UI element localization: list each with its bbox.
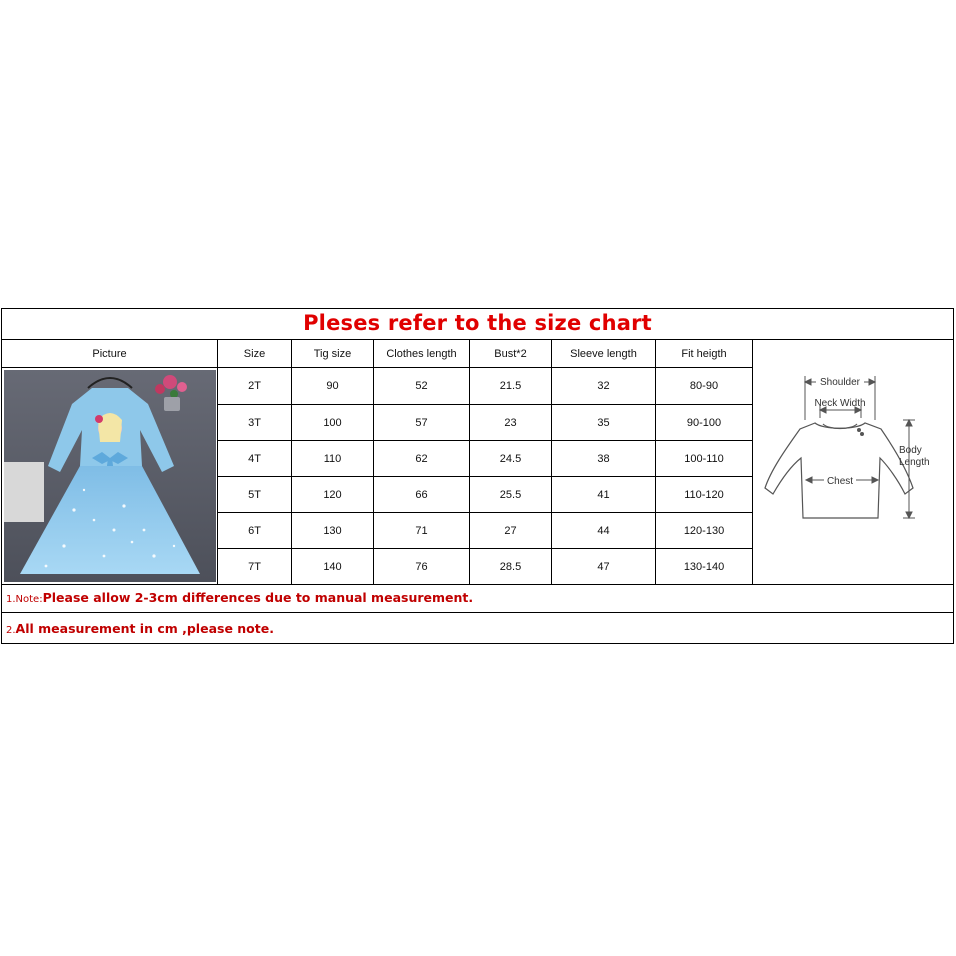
note-1 <box>6 590 473 605</box>
cell-bust: 27 <box>470 513 552 549</box>
cell-bust: 25.5 <box>470 477 552 513</box>
column-header-size: Size <box>218 340 292 368</box>
cell-tig-size: 140 <box>292 549 374 585</box>
note-1-text: Please allow 2-3cm differences due to manual measurement. <box>42 590 474 605</box>
cell-bust: 21.5 <box>470 368 552 405</box>
cell-fit-height: 130-140 <box>656 549 753 585</box>
cell-tig-size: 100 <box>292 405 374 441</box>
diagram-label-shoulder: Shoulder <box>819 377 861 388</box>
cell-bust: 24.5 <box>470 441 552 477</box>
dress-product-image <box>4 370 216 582</box>
cell-sleeve-length: 32 <box>552 368 656 405</box>
product-picture-cell <box>2 368 218 585</box>
cell-clothes-length: 76 <box>374 549 470 585</box>
column-header-picture: Picture <box>2 340 218 368</box>
cell-clothes-length: 62 <box>374 441 470 477</box>
cell-fit-height: 100-110 <box>656 441 753 477</box>
measurement-diagram <box>753 340 954 585</box>
table-header-row <box>2 340 954 368</box>
cell-clothes-length: 57 <box>374 405 470 441</box>
note-2-number: 2. <box>6 625 16 636</box>
diagram-label-chest: Chest <box>826 476 854 487</box>
cell-sleeve-length: 44 <box>552 513 656 549</box>
note-1-number: 1.Note: <box>6 594 43 605</box>
note-row-2 <box>1 613 954 644</box>
column-header-tig-size: Tig size <box>292 340 374 368</box>
diagram-label-neck-width: Neck Width <box>814 398 866 409</box>
cell-sleeve-length: 38 <box>552 441 656 477</box>
cell-fit-height: 80-90 <box>656 368 753 405</box>
column-header-bust: Bust*2 <box>470 340 552 368</box>
cell-clothes-length: 52 <box>374 368 470 405</box>
note-2-text: All measurement in cm ,please note. <box>15 621 274 636</box>
cell-sleeve-length: 47 <box>552 549 656 585</box>
diagram-label-body: Body <box>899 445 922 456</box>
cell-clothes-length: 71 <box>374 513 470 549</box>
cell-size: 5T <box>218 477 292 513</box>
note-2 <box>6 621 274 636</box>
cell-bust: 23 <box>470 405 552 441</box>
cell-fit-height: 110-120 <box>656 477 753 513</box>
size-table <box>1 339 954 585</box>
note-row-1 <box>1 582 954 613</box>
diagram-label-length: Length <box>899 457 930 468</box>
cell-tig-size: 90 <box>292 368 374 405</box>
cell-fit-height: 120-130 <box>656 513 753 549</box>
cell-sleeve-length: 41 <box>552 477 656 513</box>
cell-size: 6T <box>218 513 292 549</box>
column-header-sleeve-length: Sleeve length <box>552 340 656 368</box>
cell-bust: 28.5 <box>470 549 552 585</box>
shirt-measurement-icon <box>753 340 953 581</box>
cell-size: 4T <box>218 441 292 477</box>
size-chart <box>1 308 954 648</box>
column-header-fit-height: Fit heigth <box>656 340 753 368</box>
cell-size: 3T <box>218 405 292 441</box>
cell-tig-size: 130 <box>292 513 374 549</box>
cell-size: 7T <box>218 549 292 585</box>
cell-size: 2T <box>218 368 292 405</box>
cell-clothes-length: 66 <box>374 477 470 513</box>
cell-fit-height: 90-100 <box>656 405 753 441</box>
cell-tig-size: 120 <box>292 477 374 513</box>
cell-tig-size: 110 <box>292 441 374 477</box>
column-header-clothes-length: Clothes length <box>374 340 470 368</box>
title-row <box>1 308 954 340</box>
cell-sleeve-length: 35 <box>552 405 656 441</box>
size-chart-title: Pleses refer to the size chart <box>303 311 652 335</box>
